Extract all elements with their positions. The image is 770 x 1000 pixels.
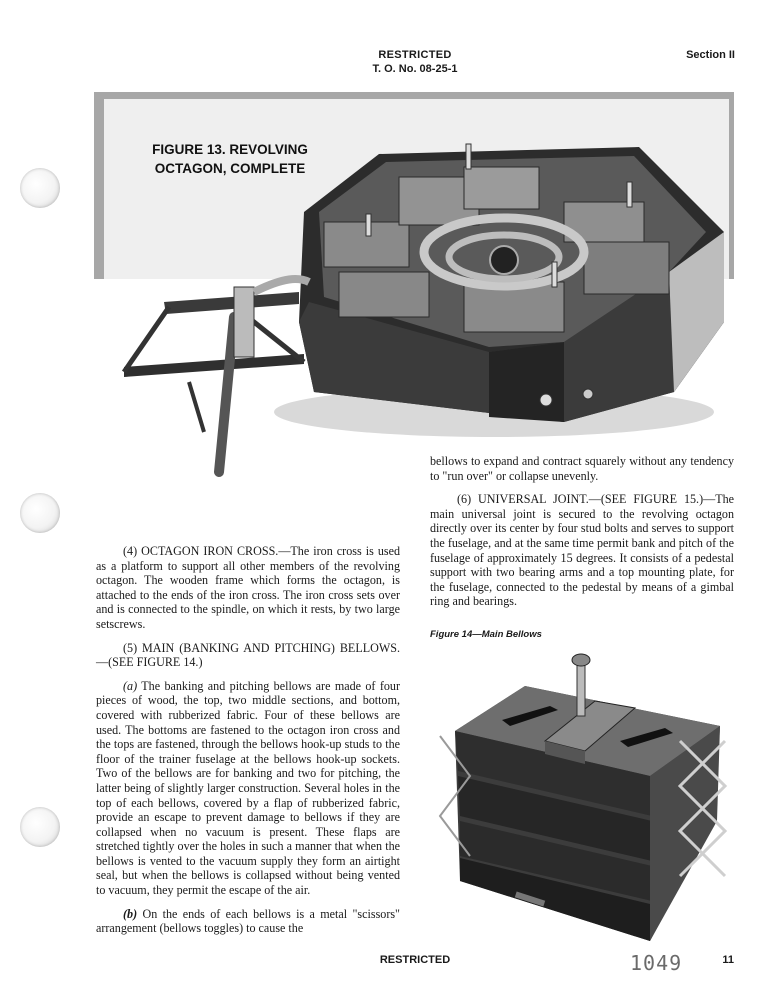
paragraph-bellows-b	[96, 907, 400, 936]
punch-hole-middle	[20, 493, 60, 533]
support-hose	[219, 317, 234, 472]
header-section: Section II	[686, 49, 735, 61]
heading-octagon-iron-cross: (4) OCTAGON IRON CROSS.	[123, 544, 279, 558]
heading-universal-joint: (6) UNIVERSAL JOINT.	[457, 492, 589, 507]
footer-classification: RESTRICTED	[379, 954, 451, 966]
figure-13-caption	[145, 140, 315, 178]
figure-13-caption-line2: OCTAGON, COMPLETE	[154, 161, 306, 176]
bellows-top-right	[464, 167, 539, 209]
paragraph-bellows-a	[96, 679, 400, 898]
bellows-right-lower	[584, 242, 669, 294]
header-classification: RESTRICTED	[378, 49, 452, 61]
paragraph-universal-joint	[430, 492, 734, 609]
bellows-bottom-left	[339, 272, 429, 317]
page-number: 11	[722, 954, 734, 966]
text-universal-joint: —(SEE FIGURE 15.)—The main universal joint is secured to the revolving octagon directly over its center by four stud bolts and serves to support the fuselage, and at the same time permit bank and pitch of the fuselage of approximately 15 degrees. It consists of a pedestal support with two bearing arms and a top mounting plate, for the fuselage, connected to the pedestal by means of a gimbal ring and bearings.	[430, 492, 734, 609]
spindle-center	[490, 246, 518, 274]
footer-stamp-number: 1049	[630, 951, 683, 975]
paragraph-bellows-continued: bellows to expand and contract squarely without any tendency to "run over" or collapse unevenly.	[430, 454, 734, 483]
tow-arm-lower	[124, 354, 304, 377]
figure-14-main-bellows-photo	[430, 646, 740, 946]
header-to-number: T. O. No. 08-25-1	[372, 63, 458, 75]
label-a: (a)	[123, 678, 138, 693]
text-main-bellows-ref: —(SEE FIGURE 14.)	[96, 655, 203, 670]
hookup-stud	[577, 661, 585, 716]
text-bellows-b: On the ends of each bellows is a metal "scissors" arrangement (bellows toggles) to cause the	[96, 906, 400, 936]
figure-13-caption-line1: FIGURE 13. REVOLVING	[152, 142, 308, 157]
hitch-mechanism	[234, 287, 254, 357]
right-column	[430, 454, 734, 609]
punch-hole-bottom	[20, 807, 60, 847]
paragraph-octagon-iron-cross	[96, 544, 400, 632]
text-octagon-iron-cross: —The iron cross is used as a platform to support all other members of the revolving octagon. The wooden frame which forms the octagon, is attached to the ends of the iron cross. The iron cross sets over and is connected to the spindle, on which it rests, by two large setscrews.	[96, 544, 401, 631]
tow-arm-upper	[164, 292, 299, 314]
left-column	[96, 544, 400, 936]
paragraph-main-bellows-heading	[96, 641, 400, 670]
heading-main-bellows: (5) MAIN (BANKING AND PITCHING) BELLOWS.	[123, 640, 400, 655]
text-bellows-a: The banking and pitching bellows are made of four pieces of wood, the top, two middle sections, and bottom, covered with rubberized fabric. Four of these bellows are used. The bottoms are fastened to the octagon iron cross and the tops are fastened, through the bellows hook-up studs to the floor of the trainer fuselage at the bellows hook-up sockets. Two of the bellows are for banking and two for pitching, the latter being of slightly larger construction. Several holes in the top of each bellows, covered by a flap of rubberized fabric, provide an escape to prevent damage to bellows if they are collapsed when no vacuum is present. These flaps are stretched tightly over the holes in such a manner that when the bellows is vented to the vacuum supply they form an airtight seal, but when the bellows is collapsed without being vented to vacuum, they permit the escape of the air.	[96, 678, 400, 898]
punch-hole-top	[20, 168, 60, 208]
figure-14-caption: Figure 14—Main Bellows	[430, 629, 542, 640]
label-b: (b)	[123, 906, 138, 921]
side-knob	[540, 394, 552, 406]
